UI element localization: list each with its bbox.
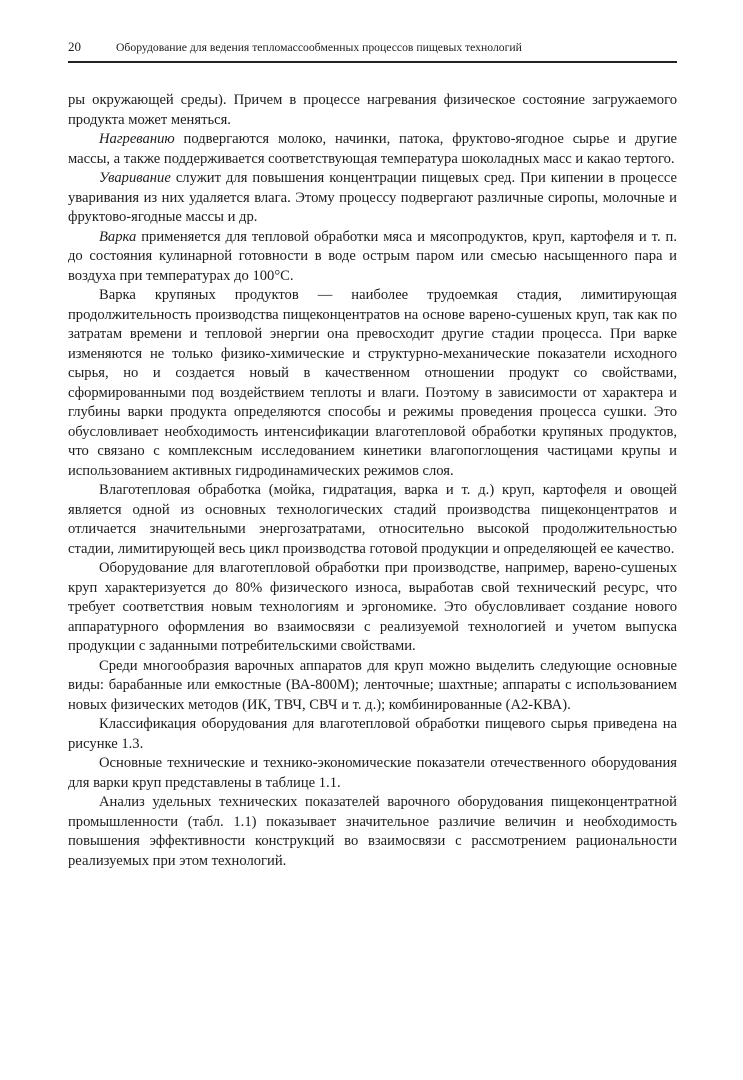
paragraph-equipment-wear xyxy=(68,559,677,657)
paragraph-text: Классификация оборудования для влаготепловой обработки пищевого сырья приведена на рисунке 1.3. xyxy=(68,716,677,752)
paragraph-text: подвергаются молоко, начинки, патока, фруктово-ягодное сырье и другие массы, а также поддерживается соответствующая температура шоколадных масс и какао тертого. xyxy=(68,131,677,167)
paragraph-text: Влаготепловая обработка (мойка, гидратация, варка и т. д.) круп, картофеля и овощей является одной из основных технологических стадий производства пищеконцентратов и отличается значительными энергозатратами, относительно высокой продолжительностью стадии, лимитирующей весь цикл производства готовой продукции и определяющей ее качество. xyxy=(68,482,677,557)
term-cooking: Варка xyxy=(99,228,137,245)
paragraph-boiling-down xyxy=(68,169,677,228)
page-number: 20 xyxy=(68,39,81,54)
paragraph-text: Среди многообразия варочных аппаратов для круп можно выделить следующие основные виды: барабанные или емкостные (ВА-800М); ленточные; шахтные; аппараты с использованием новых физических методов (ИК, ТВЧ, СВЧ и т. д.); комбинированные (А2-КВА). xyxy=(68,657,677,713)
term-heating: Нагреванию xyxy=(99,131,175,147)
paragraph-1 xyxy=(68,91,677,130)
paragraph-text: ры окружающей среды). Причем в процессе нагревания физическое состояние загружаемого продукта может меняться. xyxy=(68,92,677,128)
paragraph-text: применяется для тепловой обработки мяса и мясопродуктов, круп, картофеля и т. п. до состояния кулинарной готовности в воде острым паром или смесью насыщенного пара и воздуха при температурах до 100°С. xyxy=(68,228,677,284)
term-boiling-down: Уваривание xyxy=(99,170,171,186)
paragraph-text: Анализ удельных технических показателей варочного оборудования пищеконцентратной промышленности (табл. 1.1) показывает значительное различие величин и необходимость повышения эффективности конструкций во взаимосвязи с рассмотрением рациональности реализуемых при этом технологий. xyxy=(68,794,677,869)
paragraph-classification xyxy=(68,715,677,754)
paragraph-text: Оборудование для влаготепловой обработки при производстве, например, варено-сушеных круп характеризуется до 80% физического износа, выработав свой технический ресурс, что требует соответствия новым технологиям и эргономике. Это обусловливает создание нового аппаратурного оформления во взаимосвязи с реализуемой технологией и учетом выпуска продукции с заданными потребительскими свойствами. xyxy=(68,560,677,654)
paragraph-apparatus-types xyxy=(68,657,677,716)
body-text xyxy=(68,91,677,871)
paragraph-heating xyxy=(68,130,677,169)
paragraph-moisture-heat-treatment xyxy=(68,481,677,559)
paragraph-indicators xyxy=(68,754,677,793)
paragraph-text: Основные технические и технико-экономические показатели отечественного оборудования для варки круп представлены в таблице 1.1. xyxy=(68,755,677,791)
paragraph-text: служит для повышения концентрации пищевых сред. При кипении в процессе уваривания из них удаляется влага. Этому процессу подвергают различные сиропы, молочные и фруктово-ягодные массы и др. xyxy=(68,170,677,225)
running-title: Оборудование для ведения тепломассообменных процессов пищевых технологий xyxy=(116,40,522,54)
page-header xyxy=(68,37,677,63)
paragraph-text: Варка крупяных продуктов — наиболее трудоемкая стадия, лимитирующая продолжительность производства пищеконцентратов на основе варено-сушеных круп, так как по затратам времени и тепловой энергии она превосходит другие стадии процесса. При варке изменяются не только физико-химические и структурно-механические показатели исходного сырья, но и создается новый в качественном отношении продукт со свойствами, сформированными под воздействием теплоты и влаги. Поэтому в зависимости от характера и глубины варки продукта определяются способы и режимы проведения процесса сушки. Это обусловливает необходимость интенсификации влаготепловой обработки крупяных продуктов, что связано с комплексным исследованием кинетики влагопоглощения частицами крупы и использованием активных гидродинамических режимов слоя. xyxy=(68,287,677,479)
paragraph-cereal-cooking xyxy=(68,286,677,481)
paragraph-cooking xyxy=(68,228,677,287)
paragraph-analysis xyxy=(68,793,677,871)
